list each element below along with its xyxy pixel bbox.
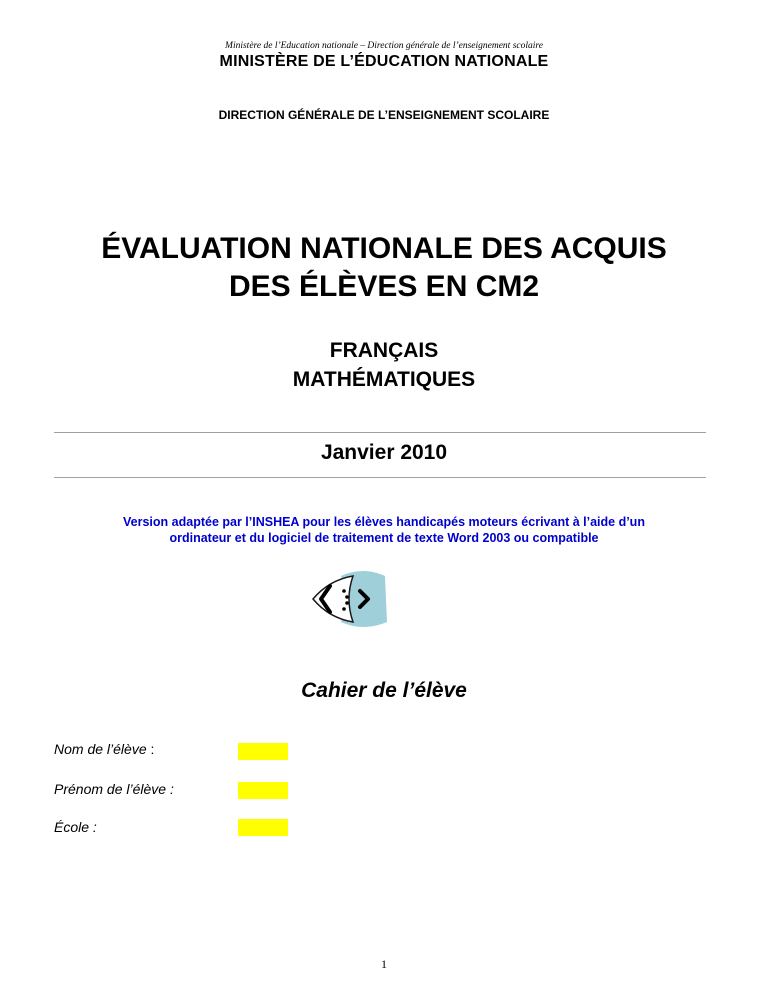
exam-date: Janvier 2010: [320, 441, 448, 464]
main-title-line-1: ÉVALUATION NATIONALE DES ACQUIS: [101, 232, 667, 265]
subject-math: MATHÉMATIQUES: [292, 368, 476, 391]
inshea-logo-icon: [303, 570, 395, 628]
booklet-title: Cahier de l’élève: [301, 679, 467, 702]
page-number: 1: [381, 957, 387, 971]
main-title-line-2: DES ÉLÈVES EN CM2: [228, 270, 540, 303]
student-firstname-label: Prénom de l’élève :: [54, 781, 174, 797]
divider-top: [54, 432, 706, 433]
running-header: Ministère de l’Education nationale – Direction générale de l’enseignement scolaire: [225, 41, 543, 51]
direction-heading: DIRECTION GÉNÉRALE DE L’ENSEIGNEMENT SCOLAIRE: [218, 108, 550, 122]
ministry-heading: MINISTÈRE DE L’ÉDUCATION NATIONALE: [219, 53, 549, 70]
school-label: École :: [54, 819, 97, 835]
student-firstname-field[interactable]: [238, 782, 288, 799]
subjects: [0, 336, 768, 394]
student-name-label-text: Nom de l’élève: [54, 741, 147, 757]
adapted-version-note: [0, 514, 768, 546]
divider-bottom: [54, 477, 706, 478]
main-title: [0, 230, 768, 306]
student-name-label-colon: :: [146, 741, 155, 757]
student-name-field[interactable]: [238, 743, 288, 760]
student-name-label: [54, 741, 154, 757]
school-field[interactable]: [238, 819, 288, 836]
adapted-note-line-2: ordinateur et du logiciel de traitement de texte Word 2003 ou compatible: [169, 531, 599, 545]
subject-french: FRANÇAIS: [329, 339, 439, 362]
adapted-note-line-1: Version adaptée par l’INSHEA pour les élèves handicapés moteurs écrivant à l’aide d’un: [123, 515, 645, 529]
